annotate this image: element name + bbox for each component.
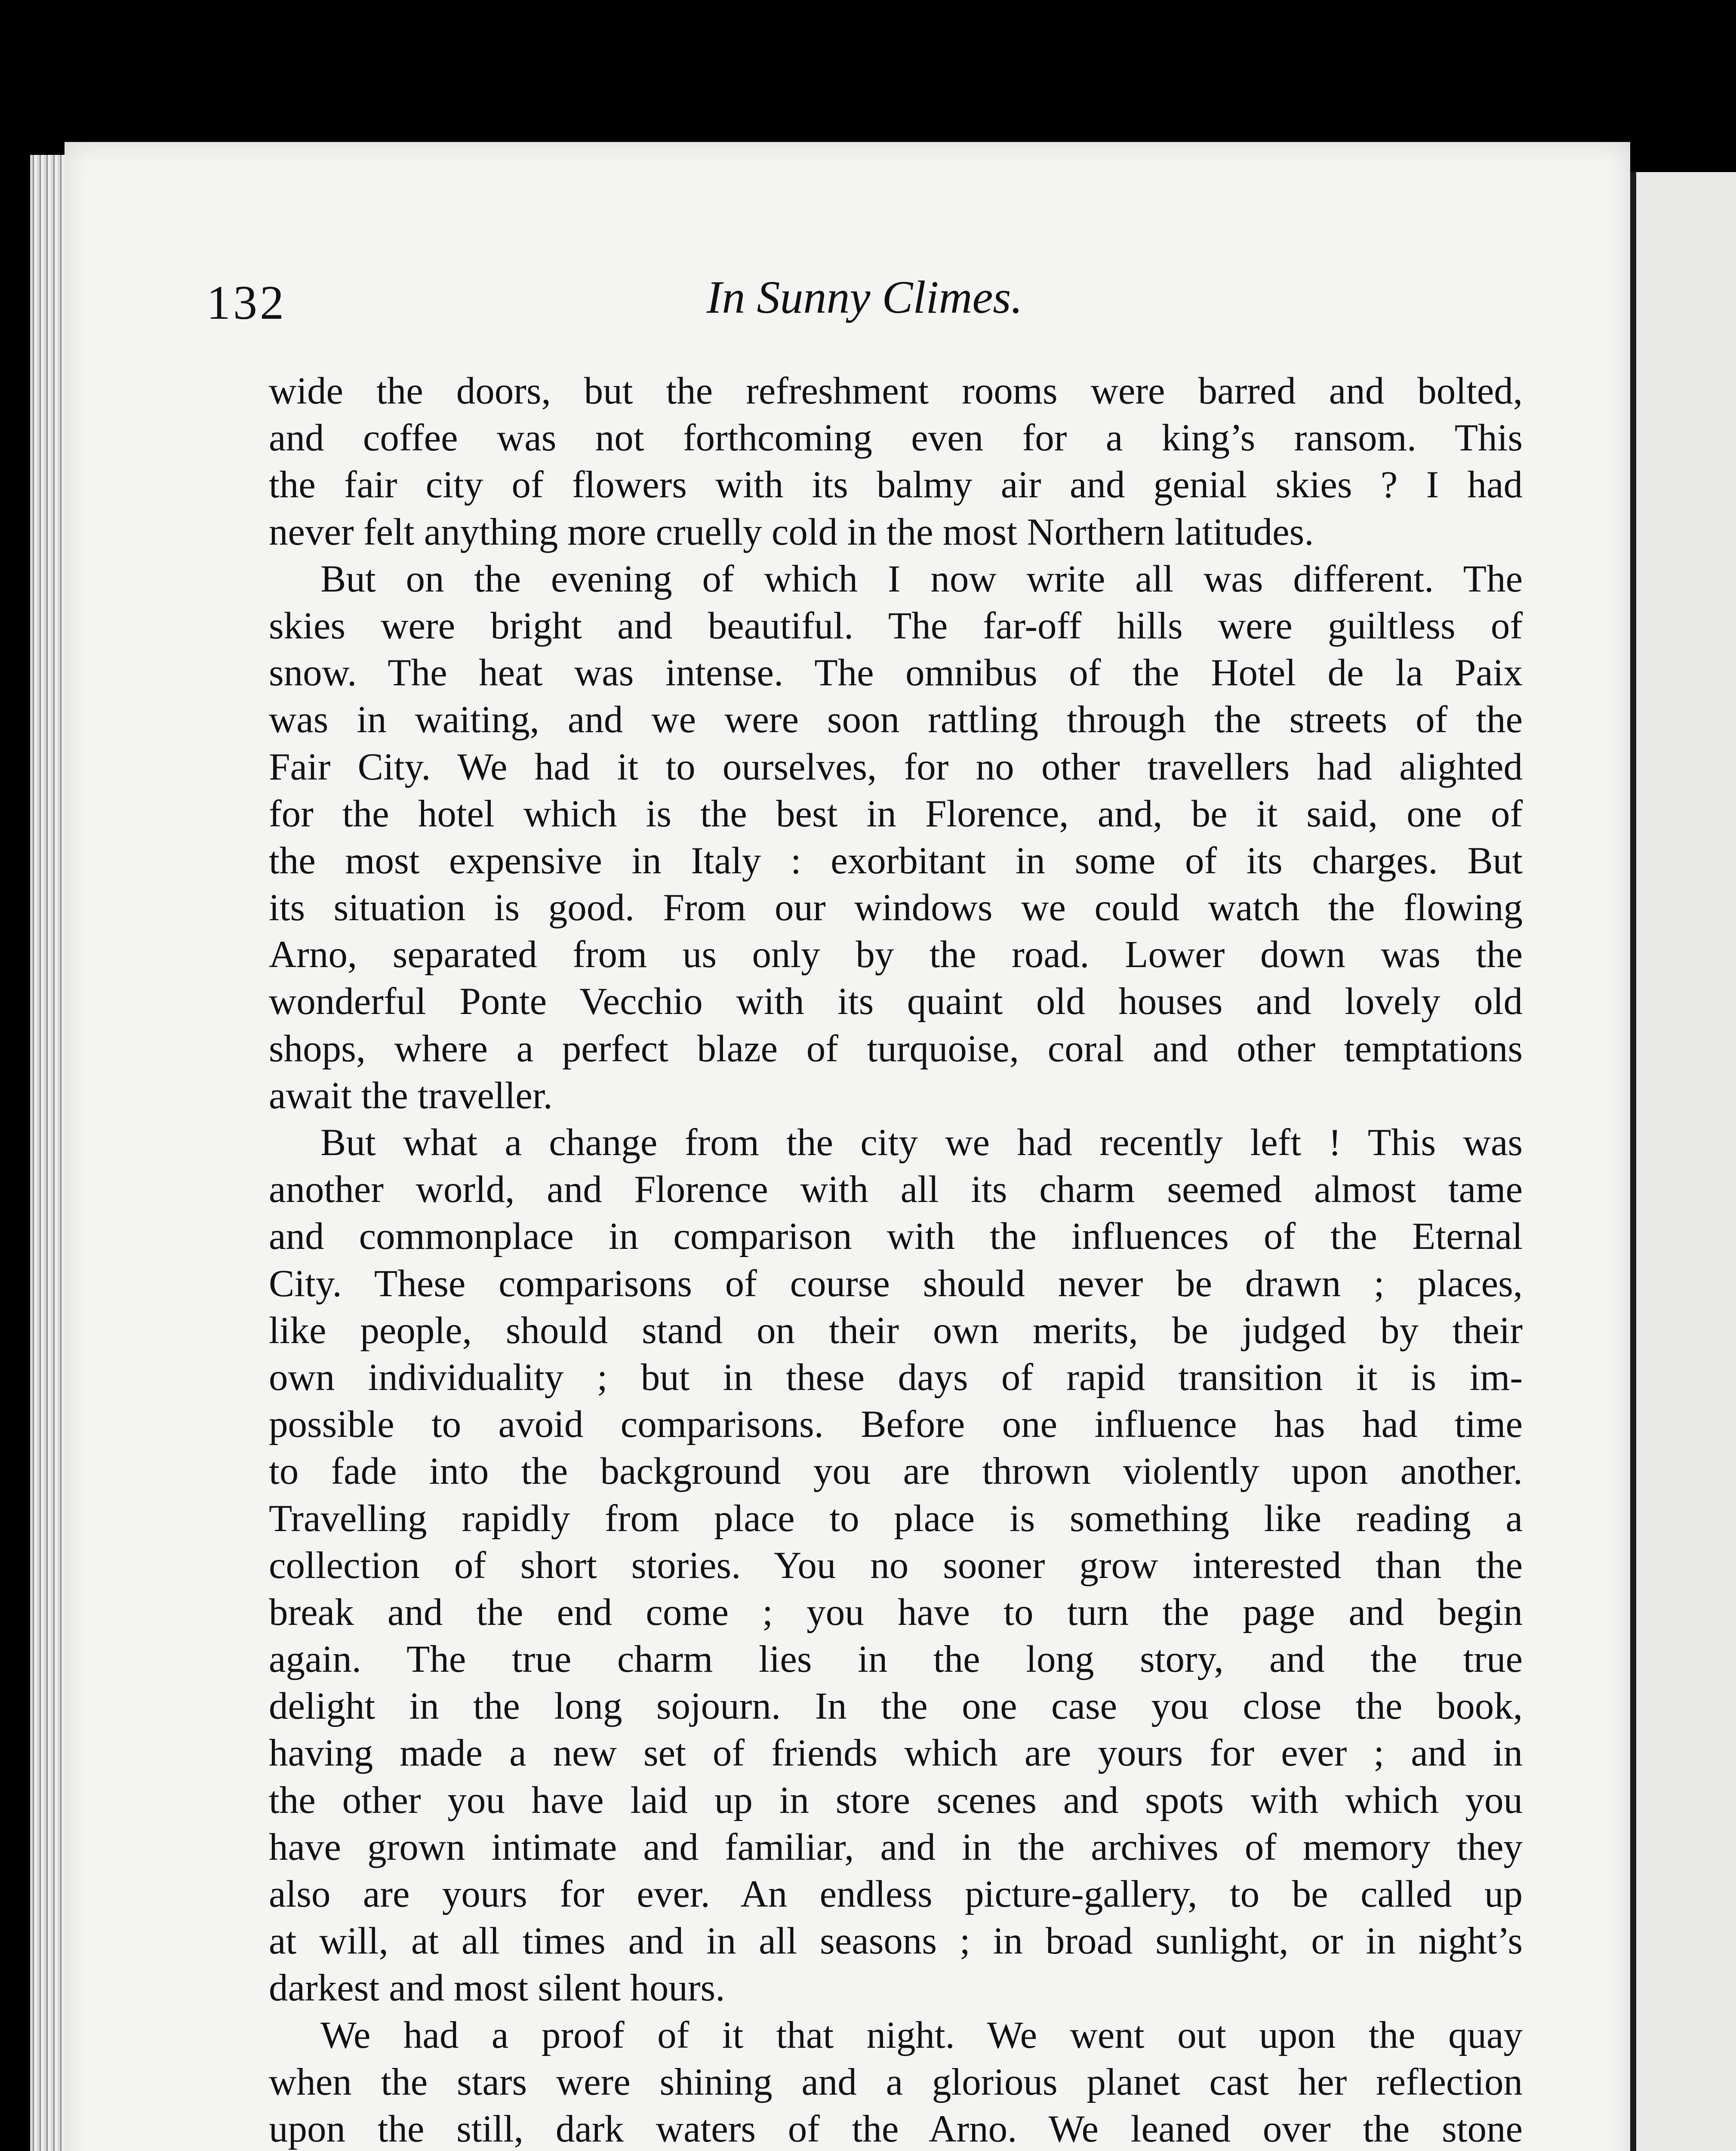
text-line: await the traveller.	[269, 1074, 553, 1117]
text-line: upon the still, dark waters of the Arno. We leaned over the stone	[269, 2108, 1523, 2150]
text-line: another world, and Florence with all its charm seemed almost tame	[269, 1168, 1523, 1211]
text-line: never felt anything more cruelly cold in the most Northern latitudes.	[269, 511, 1314, 553]
text-line: having made a new set of friends which are yours for ever ; and in	[269, 1732, 1523, 1775]
text-line: skies were bright and beautiful. The far-off hills were guiltless of	[269, 604, 1523, 647]
text-line: have grown intimate and familiar, and in the archives of memory they	[269, 1826, 1523, 1868]
text-line: for the hotel which is the best in Florence, and, be it said, one of	[269, 792, 1523, 835]
text-line: wonderful Ponte Vecchio with its quaint old houses and lovely old	[269, 980, 1523, 1023]
text-line: City. These comparisons of course should never be drawn ; places,	[269, 1262, 1523, 1305]
text-line: and commonplace in comparison with the influences of the Eternal	[269, 1215, 1523, 1258]
text-line: Arno, separated from us only by the road. Lower down was the	[269, 934, 1523, 976]
running-title: In Sunny Climes.	[706, 272, 1023, 323]
text-line: darkest and most silent hours.	[269, 1967, 725, 2009]
text-line: wide the doors, but the refreshment rooms were barred and bolted,	[269, 370, 1523, 412]
text-line: But what a change from the city we had recently left ! This was	[320, 1122, 1523, 1164]
text-line: again. The true charm lies in the long story, and the true	[269, 1638, 1523, 1681]
facing-page-edge	[1630, 172, 1736, 2151]
text-line: the fair city of flowers with its balmy air and genial skies ? I had	[269, 464, 1523, 506]
text-line: own individuality ; but in these days of rapid transition it is im-	[269, 1356, 1523, 1399]
text-line: We had a proof of it that night. We went out upon the quay	[320, 2014, 1523, 2056]
text-line: the other you have laid up in store scenes and spots with which you	[269, 1779, 1523, 1821]
text-line: its situation is good. From our windows we could watch the flowing	[269, 887, 1523, 929]
text-line: Travelling rapidly from place to place is something like reading a	[269, 1497, 1523, 1540]
text-line: and coffee was not forthcoming even for a king’s ransom. This	[269, 417, 1523, 459]
text-line: But on the evening of which I now write all was different. The	[320, 558, 1523, 600]
text-line: to fade into the background you are thrown violently upon another.	[269, 1450, 1523, 1493]
body-text	[269, 368, 1523, 2151]
text-line: snow. The heat was intense. The omnibus of the Hotel de la Paix	[269, 652, 1523, 694]
page-header	[206, 267, 1523, 336]
text-line: delight in the long sojourn. In the one case you close the book,	[269, 1685, 1523, 1728]
text-line: also are yours for ever. An endless picture-gallery, to be called up	[269, 1873, 1523, 1915]
text-line: at will, at all times and in all seasons ; in broad sunlight, or in night’s	[269, 1920, 1523, 1963]
text-line: possible to avoid comparisons. Before one influence has had time	[269, 1403, 1523, 1446]
text-line: Fair City. We had it to ourselves, for no other travellers had alighted	[269, 746, 1523, 788]
text-line: shops, where a perfect blaze of turquoise, coral and other temptations	[269, 1027, 1523, 1070]
page-number: 132	[206, 276, 286, 330]
text-line: collection of short stories. You no sooner grow interested than the	[269, 1544, 1523, 1587]
text-line: was in waiting, and we were soon rattling through the streets of the	[269, 699, 1523, 741]
text-line: break and the end come ; you have to turn the page and begin	[269, 1591, 1523, 1633]
text-line: when the stars were shining and a glorious planet cast her reflection	[269, 2061, 1523, 2103]
text-line: the most expensive in Italy : exorbitant in some of its charges. But	[269, 839, 1523, 882]
text-line: like people, should stand on their own merits, be judged by their	[269, 1309, 1523, 1352]
